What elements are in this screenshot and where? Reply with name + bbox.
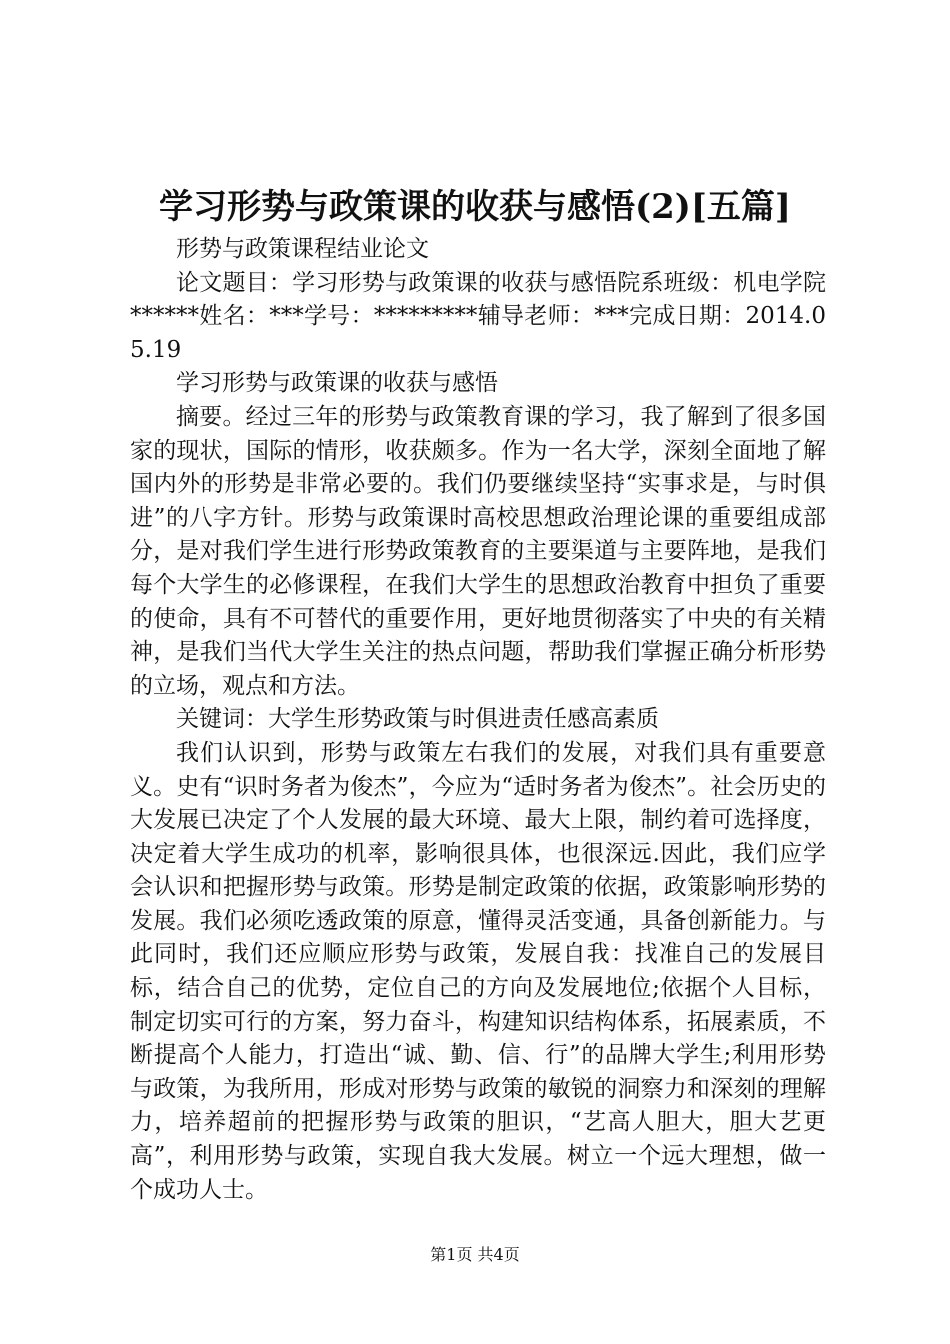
document-title: 学习形势与政策课的收获与感悟(2)[五篇] <box>158 187 791 227</box>
body-paragraph: 我们认识到，形势与政策左右我们的发展，对我们具有重要意义。史有“识时务者为俊杰”，今应为“适时务者为俊杰”。社会历史的大发展已决定了个人发展的最大环境、最大上限，制约着可选择度，决定着大学生成功的机率，影响很具体，也很深远.因此，我们应学会认识和把握形势与政策。形势是制定政策的依据，政策影响形势的发展。我们必须吃透政策的原意，懂得灵活变通，具备创新能力。与此同时，我们还应顺应形势与政策，发展自我：找准自己的发展目标，结合自己的优势，定位自己的方向及发展地位;依据个人目标，制定切实可行的方案，努力奋斗，构建知识结构体系，拓展素质，不断提高个人能力，打造出“诚、勤、信、行”的品牌大学生;利用形势与政策，为我所用，形成对形势与政策的敏锐的洞察力和深刻的理解力，培养超前的把握形势与政策的胆识，“艺高人胆大，胆大艺更高”，利用形势与政策，实现自我大发展。树立一个远大理想，做一个成功人士。 <box>130 739 826 1203</box>
page-footer: 第1页 共4页 <box>430 1245 520 1264</box>
course-paper-heading: 形势与政策课程结业论文 <box>176 236 429 262</box>
paper-info-paragraph: 论文题目：学习形势与政策课的收获与感悟院系班级：机电学院******姓名：***学号：*********辅导老师：***完成日期：2014.05.19 <box>130 269 826 363</box>
keywords-paragraph: 关键词：大学生形势政策与时俱进责任感高素质 <box>176 706 659 733</box>
paper-subtitle: 学习形势与政策课的收获与感悟 <box>176 370 498 397</box>
abstract-paragraph: 摘要。经过三年的形势与政策教育课的学习，我了解到了很多国家的现状，国际的情形，收获颇多。作为一名大学，深刻全面地了解国内外的形势是非常必要的。我们仍要继续坚持“实事求是，与时俱进”的八字方针。形势与政策课时高校思想政治理论课的重要组成部分，是对我们学生进行形势政策教育的主要渠道与主要阵地，是我们每个大学生的必修课程，在我们大学生的思想政治教育中担负了重要的使命，具有不可替代的重要作用，更好地贯彻落实了中央的有关精神，是我们当代大学生关注的热点问题，帮助我们掌握正确分析形势的立场，观点和方法。 <box>130 403 826 699</box>
document-body <box>130 233 826 1207</box>
